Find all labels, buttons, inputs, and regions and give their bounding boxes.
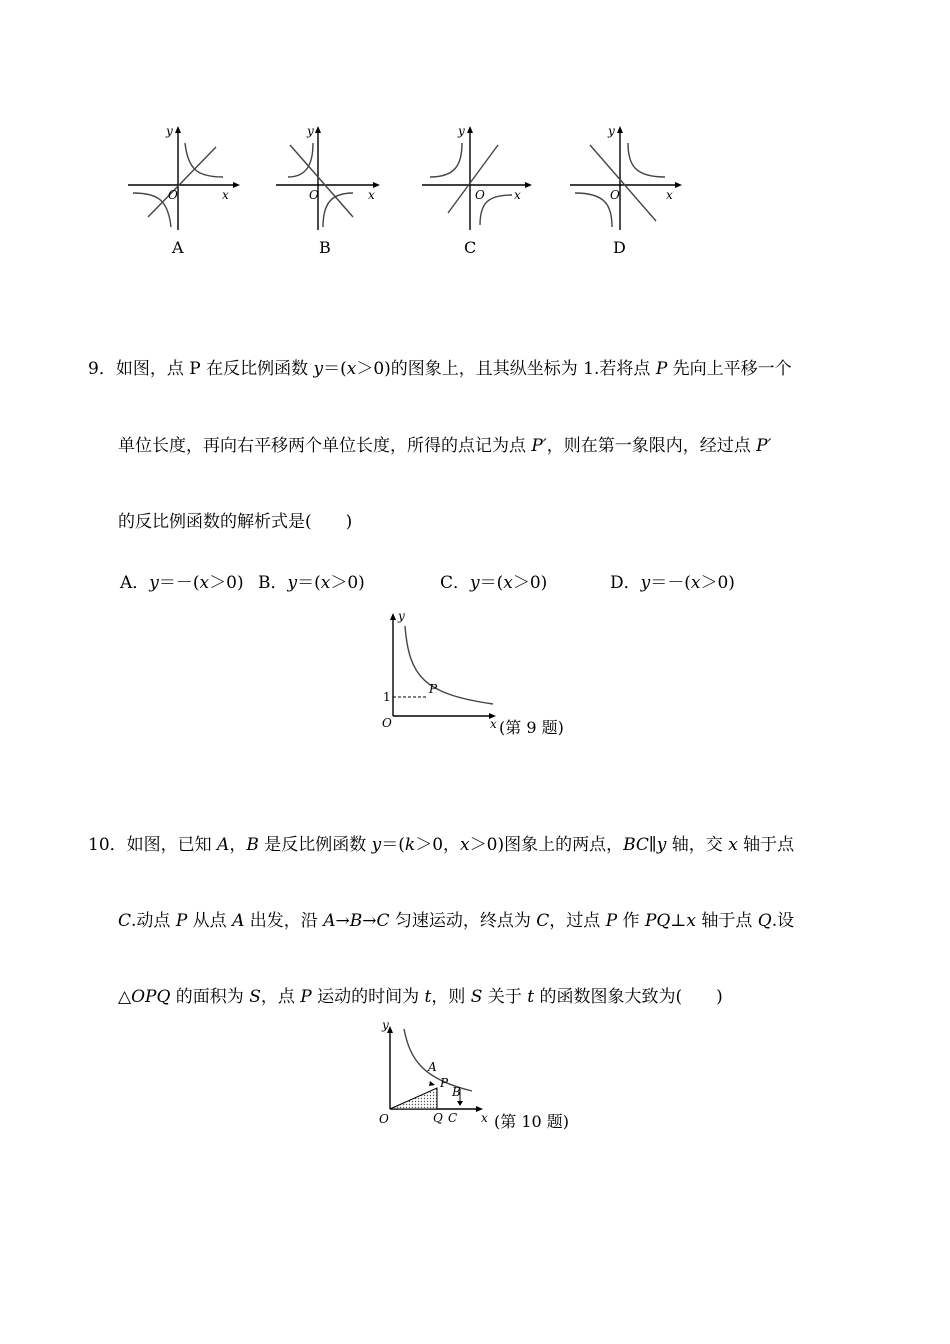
axis-x-label: x (222, 188, 229, 202)
q10-x-label: x (481, 1111, 488, 1125)
q9-origin: O (382, 716, 392, 730)
axis-x-label: x (368, 188, 375, 202)
q10-line-1: 10．如图，已知 A，B 是反比例函数 y＝(k＞0，x＞0)图象上的两点，BC∥y 轴，交 x 轴于点 (88, 835, 795, 855)
axis-y-label: y (458, 124, 465, 138)
q10-point-a: A (428, 1060, 437, 1074)
q10-point-c: C (448, 1111, 458, 1125)
origin-label: O (168, 188, 178, 202)
origin-label: O (475, 188, 485, 202)
graph-c-label: C (464, 238, 477, 257)
q10-caption: (第 10 题) (494, 1112, 570, 1131)
q9-caption: (第 9 题) (499, 718, 564, 737)
q9-choice-d: D．y＝－(x＞0) (610, 573, 735, 593)
q9-x-label: x (490, 717, 497, 731)
q9-choice-b: B．y＝(x＞0) (258, 573, 365, 593)
axis-x-label: x (514, 188, 521, 202)
q10-origin: O (379, 1112, 389, 1126)
graph-d-label: D (613, 238, 626, 257)
q9-choice-c: C．y＝(x＞0) (440, 573, 548, 593)
q10-point-p: P (440, 1076, 449, 1090)
q9-one-label: 1 (383, 690, 391, 704)
q9-line-2: 单位长度，再向右平移两个单位长度，所得的点记为点 P′，则在第一象限内，经过点 P′ (118, 436, 772, 456)
axis-y-label: y (166, 124, 173, 138)
axis-y-label: y (608, 124, 615, 138)
axis-x-label: x (666, 188, 673, 202)
q9-line-1: 9．如图，点 P 在反比例函数 y＝(x＞0)的图象上，且其纵坐标为 1.若将点 P 先向上平移一个 (88, 359, 792, 379)
graph-a-label: A (172, 238, 184, 257)
origin-label: O (309, 188, 319, 202)
origin-label: O (610, 188, 620, 202)
q9-choice-a: A．y＝－(x＞0) (120, 573, 244, 593)
q10-point-q: Q (433, 1111, 443, 1125)
q10-line-3: △OPQ 的面积为 S，点 P 运动的时间为 t，则 S 关于 t 的函数图象大致为( ) (118, 987, 723, 1007)
graph-b-label: B (319, 238, 331, 257)
q10-y-label: y (382, 1018, 389, 1032)
q9-point-p: P (429, 682, 438, 696)
q9-y-label: y (398, 609, 405, 623)
axis-y-label: y (307, 124, 314, 138)
q10-point-b: B (452, 1085, 461, 1099)
q9-line-3: 的反比例函数的解析式是( ) (118, 512, 353, 532)
q10-line-2: C.动点 P 从点 A 出发，沿 A→B→C 匀速运动，终点为 C，过点 P 作 PQ⊥x 轴于点 Q.设 (118, 911, 795, 931)
